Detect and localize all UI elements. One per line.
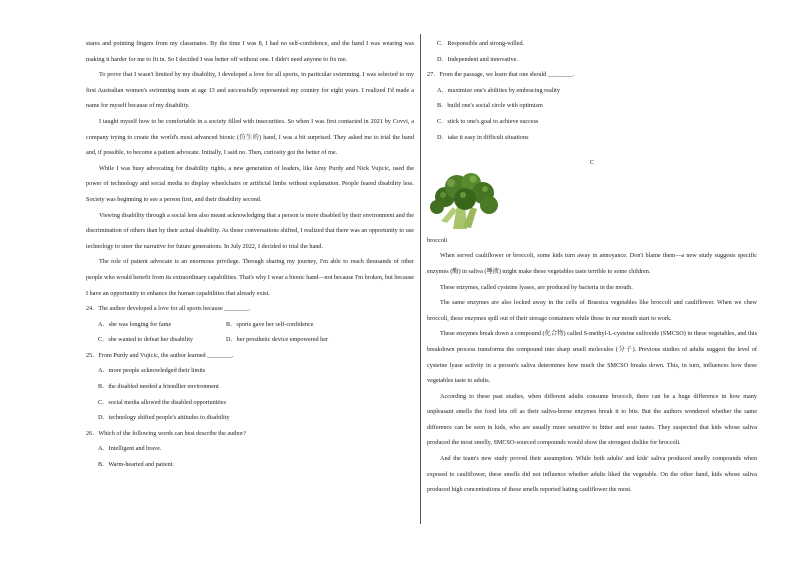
passage-b-paragraph-6: The role of patient advocate is an enormous privilege. Through sharing my journey, I'm able to reach thousands of other people who would benefit from its extraordinary capabilities. That's why I wear a bionic hand—not because I'm broken, but because I have an opportunity to enhance the human capabilities that already exist. [86, 258, 414, 297]
passage-b-paragraph-3: I taught myself how to be comfortable in a society filled with insecurities. So when I was first contacted in 2021 by Covvi, a company trying to create the world's most advanced bionic (仿生的) hand, I was a bit surprised. They asked me to trial the hand and, if possible, to become a patient advocate. Initially, I said no. Then, curiosity got the better of me. [86, 117, 414, 157]
question-25-option-a: A．more people acknowledged their limits [98, 367, 206, 375]
passage-b-paragraph-4: While I was busy advocating for disability rights, a new generation of leaders, like Amy Purdy and Nick Vujicic, used the power of technology and social media to display wheelchairs or artificial limbs without explanation. People feared disability less. Society was beginning to see a person first, and their disability second. [86, 164, 414, 203]
question-27-option-c: C．stick to one's goal to achieve success [437, 117, 539, 125]
column-divider [420, 34, 421, 524]
broccoli-illustration [427, 171, 503, 233]
question-25-option-c: C．social media allowed the disabled opportunities [98, 398, 227, 406]
passage-c-paragraph-4: These enzymes break down a compound (化合物) called S-methyl-L-cysteine sulfoxide (SMCSO) in these vegetables, and this breakdown process transforms the compound into sharp smell molecules (分子). Previous studies of adults suggest the level of cysteine lyase activity in a person's saliva determines how much the SMCSO breaks down. This, in turn, influences how these vegetables taste to adults. [427, 330, 757, 385]
question-26-option-b: B．Warm-hearted and patient. [98, 461, 174, 469]
question-24-option-a: A．she was longing for fame [98, 320, 172, 328]
question-24-option-c: C．she wanted to defeat her disability [98, 336, 194, 344]
broccoli-image [427, 171, 757, 233]
question-24-option-d: D．her prosthetic device empowered her [226, 336, 329, 344]
passage-c-paragraph-3: The same enzymes are also locked away in the cells of Brassica vegetables like broccoli and cauliflower. When we chew broccoli, these enzymes spill out of their storage containers while those in our mouth start to work. [427, 299, 757, 322]
section-label: C [589, 159, 595, 167]
right-column [427, 36, 757, 498]
question-25: 25．From Purdy and Vujicic, the author learned ________. [86, 351, 234, 359]
question-24: 24．The author developed a love for all sports because ________. [86, 305, 251, 313]
passage-b-paragraph-1: stares and pointing fingers from my classmates. By the time I was 8, I had no self-confidence, and the hand I was wearing was making it harder for me to fit in. So I decided I was better off without one. I didn't need anyone to fix me. [86, 40, 414, 63]
question-26-option-a: A．Intelligent and brave. [98, 445, 162, 453]
passage-c-paragraph-5: According to these past studies, when different adults consume broccoli, there can be a huge difference in how many unpleasant smells the food lets off as their saliva-borne enzymes break it to bits. But the authors wondered whether the same difference can be seen in kids, who are usually more sensitive to bitter and sour tastes. They suspected that kids whose saliva produced the most smelly, SMCSO-sourced compounds would show the strongest dislike for broccoli. [427, 392, 757, 447]
passage-c-paragraph-6: And the team's new study proved their assumption. While both adults' and kids' saliva produced smelly compounds when exposed to cauliflower, these smells did not influence whether adults liked the vegetable. On the other hand, kids whose saliva produced high concentrations of these smells reported hating cauliflower the most. [427, 455, 757, 494]
question-24-option-b: B．sports gave her self-confidence [226, 320, 314, 328]
question-26-option-d: D．Independent and innovative. [437, 55, 518, 63]
image-caption: broccoli [427, 236, 448, 244]
question-24-options-row-2 [86, 332, 414, 348]
question-27-option-b: B．build one's social circle with optimism [437, 102, 543, 110]
question-26-option-c: C．Responsible and strong-willed. [437, 40, 525, 47]
question-25-option-b: B．the disabled needed a friendlier environment [98, 383, 219, 391]
question-24-options-row-1 [86, 317, 414, 333]
question-27-option-d: D．take it easy in difficult situations [437, 133, 529, 141]
question-27: 27．From the passage, we learn that one should ________. [427, 71, 575, 79]
passage-c-paragraph-2: These enzymes, called cysteine lyases, are produced by bacteria in the mouth. [440, 283, 633, 291]
passage-b-paragraph-2: To prove that I wasn't limited by my disability, I developed a love for all sports, in particular swimming. I was selected to my first Australian women's swimming team at age 13 and successfully represented my country for eight years. I realized I'd made a name for myself because of my disability. [86, 71, 414, 110]
question-27-option-a: A．maximize one's abilities by embracing reality [437, 86, 560, 94]
question-26: 26．Which of the following words can best describe the author? [86, 429, 246, 437]
passage-c-paragraph-1: When served cauliflower or broccoli, some kids turn away in annoyance. Don't blame them—a new study suggests specific enzymes (酶) in saliva (唾液) might make these vegetables taste terrible to some children. [427, 252, 757, 275]
question-25-option-d: D．technology shifted people's attitudes to disability [98, 414, 230, 422]
passage-b-paragraph-5: Viewing disability through a social lens also meant acknowledging that a person is more disabled by their environment and the discrimination of others than by their actual disability. As those conversations shifted, I realized that there was an opportunity to use technology to steer the narrative for future generations. In July 2022, I decided to trial the hand. [86, 211, 414, 250]
left-column [86, 36, 414, 473]
